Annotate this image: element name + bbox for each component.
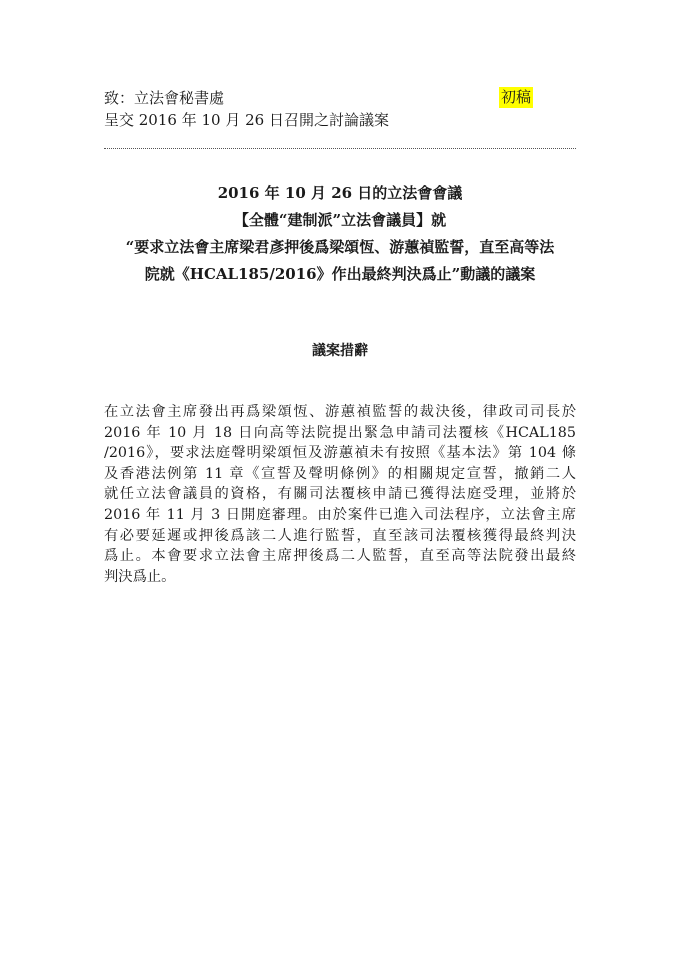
motion-body bbox=[104, 402, 576, 587]
body-line: 爲止。本會要求立法會主席押後爲二人監誓，直至高等法院發出最終 bbox=[104, 548, 576, 565]
body-line: /2016》，要求法庭聲明梁頌恒及游蕙禎未有按照《基本法》第 104 條 bbox=[104, 445, 576, 462]
motion-title-line-1: “要求立法會主席梁君彥押後爲梁頌恆、游蕙禎監誓，直至高等法 bbox=[125, 238, 555, 256]
body-line: 有必要延遲或押後爲該二人進行監誓，直至該司法覆核獲得最終判決 bbox=[104, 527, 576, 544]
body-line: 在立法會主席發出再爲梁頌恆、游蕙禎監誓的裁決後，律政司司長於 bbox=[104, 404, 576, 420]
body-line: 及香港法例第 11 章《宣誓及聲明條例》的相關規定宣誓，撤銷二人 bbox=[104, 465, 576, 482]
draft-badge: 初稿 bbox=[501, 88, 532, 106]
submission-date-line: 呈交 2016 年 10 月 26 日召開之討論議案 bbox=[104, 111, 389, 129]
meeting-heading: 2016 年 10 月 26 日的立法會會議 bbox=[217, 184, 463, 202]
section-title: 議案措辭 bbox=[312, 343, 368, 359]
motion-title-line-2: 院就《HCAL185/2016》作出最終判決爲止”動議的議案 bbox=[144, 265, 536, 283]
body-line: 2016 年 10 月 18 日向高等法院提出緊急申請司法覆核《HCAL185 bbox=[104, 424, 576, 441]
dotted-divider bbox=[104, 148, 576, 149]
body-line: 2016 年 11 月 3 日開庭審理。由於案件已進入司法程序，立法會主席 bbox=[104, 506, 576, 523]
body-line: 就任立法會議員的資格，有關司法覆核申請已獲得法庭受理，並將於 bbox=[104, 486, 576, 503]
body-line: 判決爲止。 bbox=[104, 568, 176, 585]
mover-heading: 【全體“建制派”立法會議員】就 bbox=[233, 211, 447, 229]
addressee-line: 致：立法會秘書處 bbox=[104, 89, 225, 107]
